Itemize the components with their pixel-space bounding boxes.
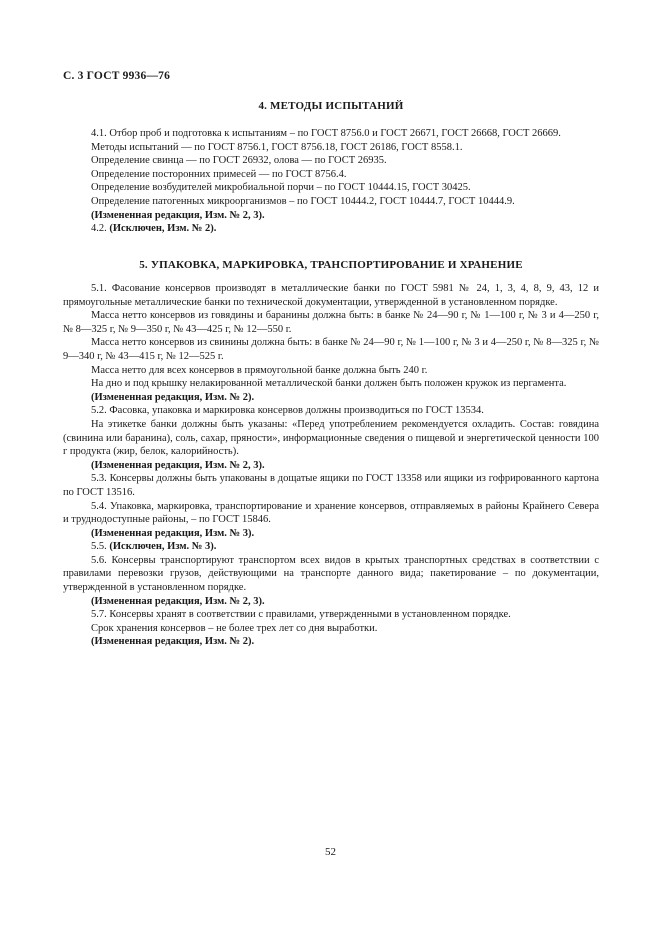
amendment-note: (Измененная редакция, Изм. № 2, 3). — [91, 209, 265, 221]
paragraph-label: На этикетке банки должны быть указаны: «Перед употреблением рекомендуется охладить. Состав: говядина (свинина или баранина), соль, сахар, пряности», информационные сведения о пищевой и энергетической ценности 100 г продукта (жир, белок, калорийность). — [63, 418, 599, 458]
amendment-note: (Измененная редакция, Изм. № 2, 3). — [91, 595, 265, 607]
paragraph-rectangular-can: Масса нетто для всех консервов в прямоугольной банке должна быть 240 г. — [91, 364, 428, 376]
paragraph-impurities: Определение посторонних примесей — по ГОСТ 8756.4. — [91, 168, 347, 180]
paragraph-4-2 — [63, 222, 599, 236]
section-5-title: 5. УПАКОВКА, МАРКИРОВКА, ТРАНСПОРТИРОВАНИЕ И ХРАНЕНИЕ — [139, 259, 523, 271]
amendment-note: (Измененная редакция, Изм. № 2). — [91, 391, 255, 403]
clause-number: 4.2. — [91, 223, 107, 235]
page-number: 52 — [325, 846, 336, 858]
paragraph-5-3: 5.3. Консервы должны быть упакованы в дощатые ящики по ГОСТ 13358 или ящики из гофрированного картона по ГОСТ 13516. — [63, 473, 599, 498]
paragraph-pathogens: Определение патогенных микроорганизмов – по ГОСТ 10444.2, ГОСТ 10444.7, ГОСТ 10444.9. — [91, 195, 515, 207]
paragraph-lead-tin: Определение свинца — по ГОСТ 26932, олова — по ГОСТ 26935. — [91, 155, 387, 167]
paragraph-test-methods: Методы испытаний — по ГОСТ 8756.1, ГОСТ 8756.18, ГОСТ 26186, ГОСТ 8558.1. — [91, 141, 463, 153]
amendment-note: (Измененная редакция, Изм. № 2). — [91, 636, 255, 648]
section-4-body — [63, 127, 599, 236]
section-4-title: 4. МЕТОДЫ ИСПЫТАНИЙ — [258, 100, 404, 112]
paragraph-4-1: 4.1. Отбор проб и подготовка к испытаниям – по ГОСТ 8756.0 и ГОСТ 26671, ГОСТ 26668, ГОСТ 26669. — [91, 128, 561, 139]
paragraph-pork-weight: Масса нетто консервов из свинины должна быть: в банке № 24—90 г, № 1—100 г, № 3 и 4—250 г, № 8—325 г, № 9—340 г, № 43—415 г, № 12—525 г. — [63, 337, 599, 362]
paragraph-5-2: 5.2. Фасовка, упаковка и маркировка консервов должны производиться по ГОСТ 13534. — [91, 405, 484, 417]
paragraph-shelf-life: Срок хранения консервов – не более трех лет со дня выработки. — [91, 622, 378, 634]
amendment-note: (Исключен, Изм. № 2). — [109, 223, 217, 235]
paragraph-5-6: 5.6. Консервы транспортируют транспортом всех видов в крытых транспортных средствах в соответствии с правилами перевозки грузов, действующими на транспорте данного вида; пакетирование – по документации, утвержденной в установленном порядке. — [63, 554, 599, 594]
amendment-note: (Измененная редакция, Изм. № 3). — [91, 527, 255, 539]
paragraph-beef-mutton-weight: Масса нетто консервов из говядины и баранины должна быть: в банке № 24—90 г, № 1—100 г, № 3 и 4—250 г, № 8—325 г, № 9—350 г, № 43—425 г, № 12—550 г. — [63, 310, 599, 335]
paragraph-microbial-spoilage: Определение возбудителей микробиальной порчи – по ГОСТ 10444.15, ГОСТ 30425. — [91, 182, 471, 194]
amendment-note: (Измененная редакция, Изм. № 2, 3). — [91, 459, 265, 471]
page-header: С. 3 ГОСТ 9936—76 — [63, 70, 171, 82]
amendment-note: (Исключен, Изм. № 3). — [109, 541, 217, 553]
paragraph-5-1: 5.1. Фасование консервов производят в металлические банки по ГОСТ 5981 № 24, 1, 3, 4, 8, 9, 43, 12 и прямоугольные металлические банки по технической документации, утвержденной в установленном порядке. — [63, 283, 599, 308]
section-5-body — [63, 282, 599, 649]
paragraph-5-7: 5.7. Консервы хранят в соответствии с правилами, утвержденными в установленном порядке. — [91, 609, 511, 621]
clause-number: 5.5. — [91, 541, 107, 553]
paragraph-5-5 — [63, 540, 599, 554]
paragraph-5-4: 5.4. Упаковка, маркировка, транспортирование и хранение консервов, отправляемых в районы Крайнего Севера и труднодоступные районы, – по ГОСТ 15846. — [63, 500, 599, 526]
paragraph-parchment: На дно и под крышку нелакированной металлической банки должен быть положен кружок из пергамента. — [91, 378, 567, 390]
